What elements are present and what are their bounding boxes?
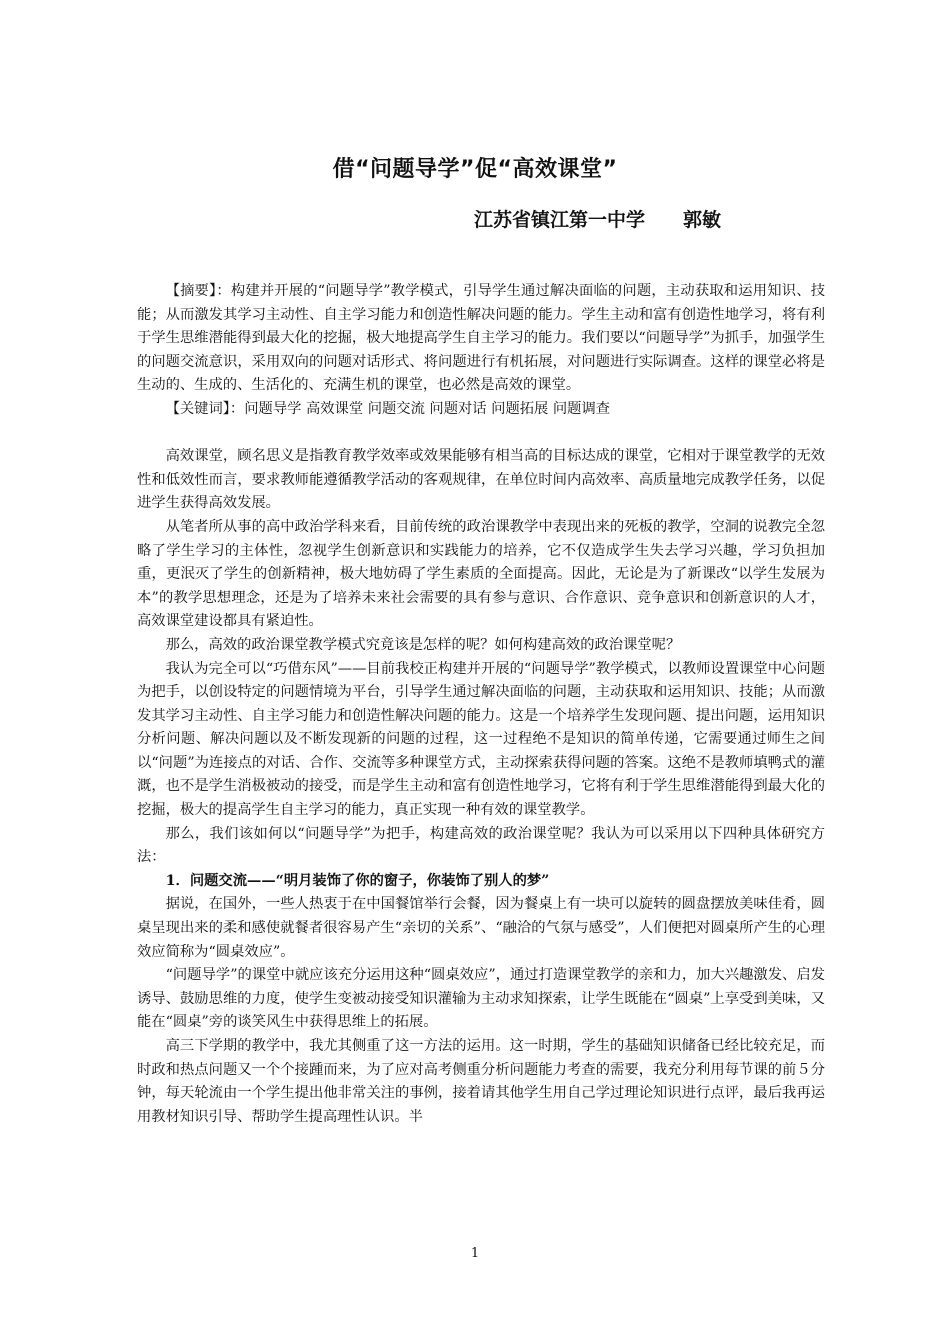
document-body — [137, 280, 825, 1129]
document-title: 借“问题导学”促“高效课堂” — [332, 157, 618, 182]
body-paragraph: 据说，在国外，一些人热衷于在中国餐馆举行会餐，因为餐桌上有一块可以旋转的圆盘摆放美味佳肴，圆桌呈现出来的柔和感使就餐者很容易产生“亲切的关系”、“融洽的气氛与感受”，人们便把对圆桌所产生的心理效应简称为“圆桌效应”。 — [137, 896, 825, 960]
body-paragraph: 那么，我们该如何以“问题导学”为把手，构建高效的政治课堂呢？我认为可以采用以下四种具体研究方法： — [137, 825, 825, 866]
keywords-paragraph: 【关键词】：问题导学 高效课堂 问题交流 问题对话 问题拓展 问题调查 — [165, 400, 611, 417]
author-line: 江苏省镇江第一中学 郭敏 — [474, 209, 722, 231]
body-paragraph: 我认为完全可以“巧借东风”——目前我校正构建并开展的“问题导学”教学模式，以教师设置课堂中心问题为把手，以创设特定的问题情境为平台，引导学生通过解决面临的问题，主动获取和运用知识、技能；从而激发其学习主动性、自主学习能力和创造性解决问题的能力。这是一个培养学生发现问题、提出问题，运用知识分析问题、解决问题以及不断发现新的问题的过程，这一过程绝不是知识的简单传递，它需要通过师生之间以“问题”为连接点的对话、合作、交流等多种课堂方式，主动探索获得问题的答案。这绝不是教师填鸭式的灌溉，也不是学生消极被动的接受，而是学生主动和富有创造性地学习，它将有利于学生思维潜能得到最大化的挖掘，极大的提高学生自主学习的能力，真正实现一种有效的课堂教学。 — [137, 660, 825, 819]
body-paragraph: “问题导学”的课堂中就应该充分运用这种“圆桌效应”，通过打造课堂教学的亲和力，加大兴趣激发、启发诱导、鼓励思维的力度，使学生变被动接受知识灌输为主动求知探索，让学生既能在“圆桌”上享受到美味，又能在“圆桌”旁的谈笑风生中获得思维上的拓展。 — [137, 967, 825, 1031]
page-number: 1 — [470, 1246, 480, 1261]
body-paragraph: 从笔者所从事的高中政治学科来看，目前传统的政治课教学中表现出来的死板的教学，空洞的说教完全忽略了学生学习的主体性，忽视学生创新意识和实践能力的培养，它不仅造成学生失去学习兴趣，学习负担加重，更泯灭了学生的创新精神，极大地妨碍了学生素质的全面提高。因此，无论是为了新课改“以学生发展为本”的教学思想理念，还是为了培养未来社会需要的具有参与意识、合作意识、竞争意识和创新意识的人才，高效课堂建设都具有紧迫性。 — [137, 518, 825, 630]
abstract-paragraph: 【摘要】：构建并开展的“问题导学”教学模式，引导学生通过解决面临的问题，主动获取和运用知识、技能；从而激发其学习主动性、自主学习能力和创造性解决问题的能力。学生主动和富有创造性地学习，将有利于学生思维潜能得到最大化的挖掘，极大地提高学生自主学习的能力。我们要以“问题导学”为抓手，加强学生的问题交流意识，采用双向的问题对话形式、将问题进行有机拓展，对问题进行实际调查。这样的课堂必将是生动的、生成的、生活化的、充满生机的课堂，也必然是高效的课堂。 — [137, 283, 825, 394]
section-heading: 1．问题交流——“明月装饰了你的窗子，你装饰了别人的梦” — [165, 872, 550, 889]
body-paragraph: 高效课堂，顾名思义是指教育教学效率或效果能够有相当高的目标达成的课堂，它相对于课堂教学的无效性和低效性而言，要求教师能遵循教学活动的客观规律，在单位时间内高效率、高质量地完成教学任务，以促进学生获得高效发展。 — [137, 448, 825, 512]
body-paragraph: 那么，高效的政治课堂教学模式究竟该是怎样的呢？如何构建高效的政治课堂呢？ — [165, 636, 681, 653]
body-paragraph: 高三下学期的教学中，我尤其侧重了这一方法的运用。这一时期，学生的基础知识储备已经比较充足，而时政和热点问题又一个个接踵而来，为了应对高考侧重分析问题能力考查的需要，我充分利用每节课的前５分钟，每天轮流由一个学生提出他非常关注的事例，接着请其他学生用自己学过理论知识进行点评，最后我再运用教材知识引导、帮助学生提高理性认识。半 — [137, 1038, 825, 1125]
